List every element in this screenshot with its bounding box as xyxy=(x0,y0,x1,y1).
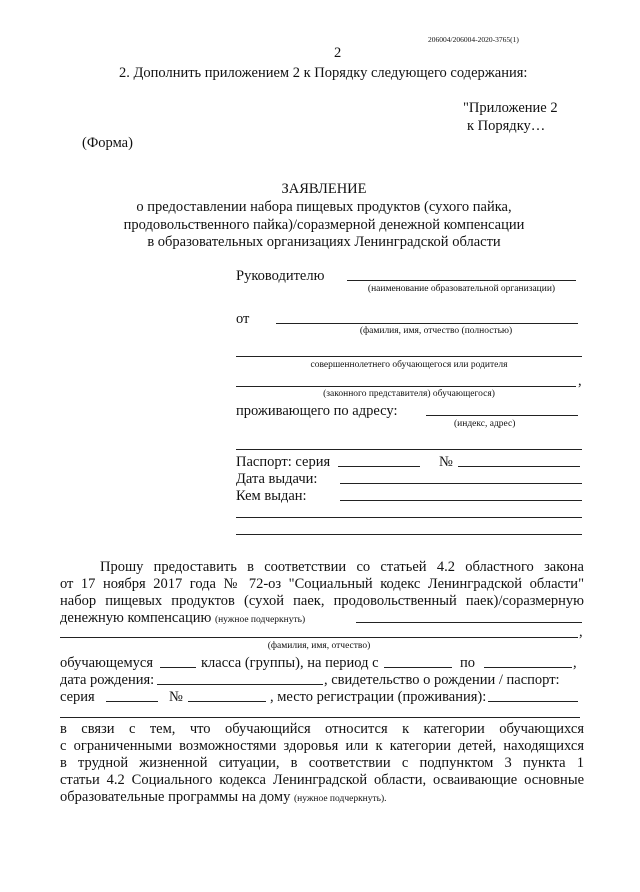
applicant-line-2[interactable] xyxy=(236,386,576,387)
number-field[interactable] xyxy=(188,701,266,702)
request-line-1: Прошу предоставить в соответствии со статьей 4.2 областного закона xyxy=(100,559,584,575)
reason-line-4: статьи 4.2 Социального кодекса Ленинградской области, осваивающие основные xyxy=(60,772,584,788)
fio-caption: (фамилия, имя, отчество (полностью) xyxy=(359,326,513,336)
registration-label: , место регистрации (проживания): xyxy=(270,689,487,705)
comma-2: , xyxy=(579,624,583,640)
series-label: серия xyxy=(60,689,95,705)
appendix-line-2: к Порядку… xyxy=(467,118,546,134)
document-title: ЗАЯВЛЕНИЕ xyxy=(281,181,367,197)
from-label: от xyxy=(236,311,250,327)
compensation-choice-line[interactable] xyxy=(356,622,582,623)
comma-3: , xyxy=(573,655,577,671)
org-name-caption: (наименование образовательной организации) xyxy=(367,284,556,294)
address-caption: (индекс, адрес) xyxy=(454,419,516,429)
issued-by-label: Кем выдан: xyxy=(236,488,307,504)
reason-line-2: с ограниченными возможностями здоровья или к категории детей, находящихся xyxy=(60,738,584,754)
student-fio-caption: (фамилия, имя, отчество) xyxy=(267,641,371,651)
class-field[interactable] xyxy=(160,667,196,668)
adult-caption: совершеннолетнего обучающегося или родителя xyxy=(310,360,508,370)
reason-line-5 xyxy=(60,788,387,806)
intro-text: 2. Дополнить приложением 2 к Порядку следующего содержания: xyxy=(119,65,528,81)
page-number: 2 xyxy=(334,45,342,61)
birth-cert-label: , свидетельство о рождении / паспорт: xyxy=(324,672,560,688)
org-name-line[interactable] xyxy=(347,280,576,281)
request-line-3: набор пищевых продуктов (сухой паек, продовольственный паек)/соразмерную xyxy=(60,593,584,609)
underline-note: (нужное подчеркнуть) xyxy=(214,615,306,625)
subtitle-line-3: в образовательных организациях Ленинградской области xyxy=(147,234,501,250)
rep-caption: (законного представителя) обучающегося) xyxy=(323,389,495,399)
request-line-2: от 17 ноября 2017 года № 72-оз "Социальный кодекс Ленинградской области" xyxy=(60,576,584,592)
subtitle-line-2: продовольственного пайка)/соразмерной денежной компенсации xyxy=(123,217,525,233)
registration-field-1[interactable] xyxy=(488,701,578,702)
class-period-label: класса (группы), на период с xyxy=(201,655,379,671)
registration-field-2[interactable] xyxy=(60,717,580,718)
subtitle-line-1: о предоставлении набора пищевых продуктов (сухого пайка, xyxy=(136,199,512,215)
student-fio-line[interactable] xyxy=(60,637,578,638)
birth-date-label: дата рождения: xyxy=(60,672,155,688)
period-to-label: по xyxy=(460,655,476,671)
reason-line-3: в трудной жизненной ситуации, в соответствии с подпунктом 3 пункта 1 xyxy=(60,755,584,771)
period-to-field[interactable] xyxy=(484,667,572,668)
address-line-2[interactable] xyxy=(236,449,582,450)
passport-series-label: Паспорт: серия xyxy=(236,454,331,470)
address-label: проживающего по адресу: xyxy=(236,403,398,419)
to-director-label: Руководителю xyxy=(236,268,325,284)
document-id: 206004/206004-2020-3765(1) xyxy=(428,35,519,44)
comma: , xyxy=(578,373,582,389)
period-from-field[interactable] xyxy=(384,667,452,668)
issued-by-field-3[interactable] xyxy=(236,534,582,535)
home-programs-text: образовательные программы на дому xyxy=(60,789,291,805)
applicant-line-1[interactable] xyxy=(236,356,582,357)
underline-note-2: (нужное подчеркнуть). xyxy=(293,794,387,804)
appendix-line-1: "Приложение 2 xyxy=(463,100,558,116)
passport-series-field[interactable] xyxy=(338,466,420,467)
issue-date-label: Дата выдачи: xyxy=(236,471,318,487)
birth-date-field[interactable] xyxy=(157,684,323,685)
address-line-1[interactable] xyxy=(426,415,578,416)
reason-line-1: в связи с тем, что обучающийся относится к категории обучающихся xyxy=(60,721,584,737)
number-sign-2: № xyxy=(169,689,183,705)
passport-number-sign: № xyxy=(439,454,453,470)
issue-date-field[interactable] xyxy=(340,483,582,484)
issued-by-field-2[interactable] xyxy=(236,517,582,518)
form-label: (Форма) xyxy=(82,135,133,151)
compensation-text: денежную компенсацию xyxy=(60,610,212,626)
passport-number-field[interactable] xyxy=(458,466,580,467)
fio-line[interactable] xyxy=(276,323,578,324)
issued-by-field-1[interactable] xyxy=(340,500,582,501)
student-label: обучающемуся xyxy=(60,655,154,671)
series-field[interactable] xyxy=(106,701,158,702)
request-line-4 xyxy=(60,609,305,627)
